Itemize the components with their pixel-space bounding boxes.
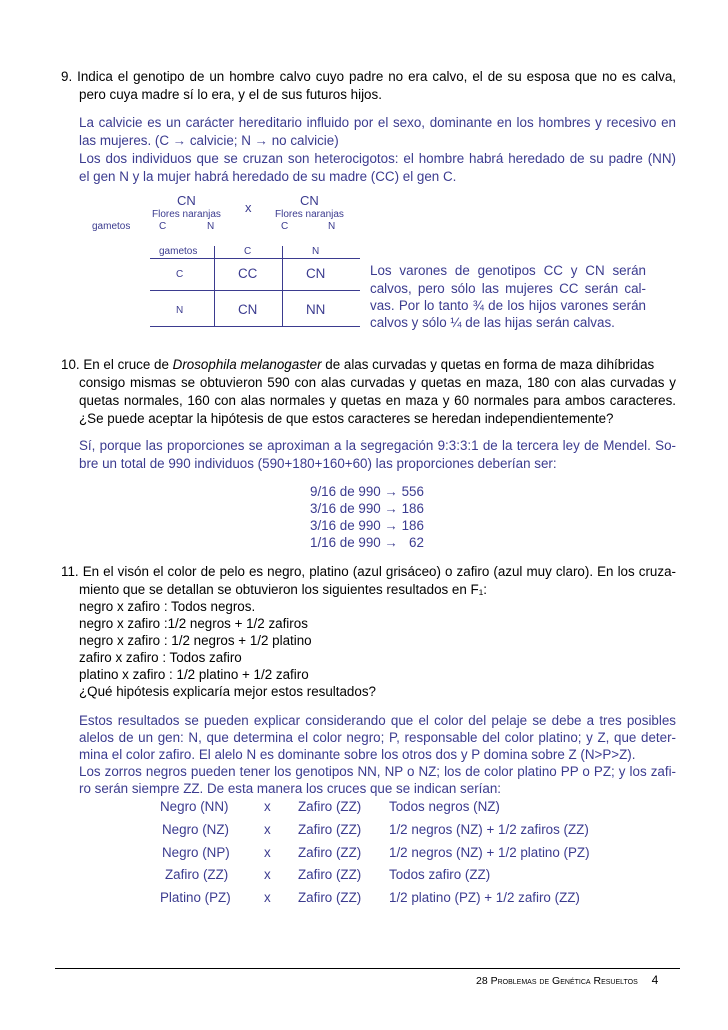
cross-parent-b: Zafiro (ZZ) (298, 867, 362, 882)
cross-symbol: x (264, 822, 271, 837)
cross-parent-a: Platino (PZ) (160, 890, 231, 905)
cross-parent-b: Zafiro (ZZ) (298, 890, 362, 905)
q11-line-6: zafiro x zafiro : Todos zafiro (79, 650, 242, 665)
q10-line-2: consigo mismas se obtuvieron 590 con alas curvadas y quetas en maza, 180 con alas curvadas y (79, 375, 676, 390)
side-note-line-4: calvos y sólo ¼ de las hijas serán calvas. (370, 315, 615, 330)
q9-answer-line-3: Los dos individuos que se cruzan son heterocigotos: el hombre habrá heredado de su padre (NN) (79, 151, 676, 166)
cross-parent-a: Negro (NZ) (162, 822, 229, 837)
q10-line-3: quetas normales, 160 con alas normales y quetas en maza y 60 normales para ambos caracteres. (79, 393, 676, 408)
cross-symbol: x (264, 845, 271, 860)
q11-line-2: miento que se detallan se obtuvieron los siguientes resultados en F₁: (79, 582, 487, 597)
cross-symbol: x (245, 200, 252, 215)
cross-result: 1/2 negros (NZ) + 1/2 zafiros (ZZ) (389, 822, 589, 837)
cross-symbol: x (264, 867, 271, 882)
punnett-row-head: N (176, 305, 184, 316)
cross-parent-a: Negro (NN) (160, 799, 229, 814)
footer (476, 973, 658, 987)
punnett-row-head: C (176, 269, 184, 280)
footer-rule (55, 968, 680, 969)
q11-line-8: ¿Qué hipótesis explicaría mejor estos resultados? (79, 684, 376, 699)
q10-line-1: 10. En el cruce de Drosophila melanogaster de alas curvadas y quetas en forma de maza dihíbridas (61, 357, 655, 372)
q9-answer-line-1: La calvicie es un carácter hereditario influido por el sexo, dominante en los hombres y recesivo en (79, 115, 676, 130)
right-genotype: CN (300, 193, 319, 208)
side-note-line-2: calvos, pero sólo las mujeres CC serán cal- (370, 281, 646, 296)
cross-symbol: x (264, 890, 271, 905)
q11-line-3: negro x zafiro : Todos negros. (79, 599, 256, 614)
punnett-corner: gametos (159, 246, 198, 257)
punnett-col-head: N (312, 246, 320, 257)
q11-line-1: 11. En el visón el color de pelo es negro, platino (azul grisáceo) o zafiro (azul muy claro). En los cruza- (61, 564, 676, 579)
punnett-cell: CN (306, 266, 326, 281)
q11-answer-line-2: alelos de un gen: N, que determina el color negro; P, responsable del color platino; y Z, que deter- (79, 730, 676, 745)
left-phenotype: Flores naranjas (152, 209, 221, 220)
punnett-cell: NN (306, 302, 326, 317)
q11-answer-line-3: mina el color zafiro. El alelo N es dominante sobre los otros dos y P domina sobre Z (N>P>Z). (79, 747, 636, 762)
punnett-cell: CN (238, 302, 258, 317)
q11-line-4: negro x zafiro :1/2 negros + 1/2 zafiros (79, 616, 308, 631)
calc-line: 1/16 de 990 → 62 (310, 535, 424, 550)
q10-answer-line-2: bre un total de 990 individuos (590+180+160+60) las proporciones deberían ser: (79, 456, 557, 471)
q11-answer-line-4: Los zorros negros pueden tener los genotipos NN, NP o NZ; los de color platino PP o PZ; y los zafi- (79, 764, 676, 779)
punnett-cell: CC (238, 266, 258, 281)
q9-line-1: 9. Indica el genotipo de un hombre calvo cuyo padre no era calvo, el de su esposa que no es calva, (61, 69, 676, 84)
cross-result: Todos zafiro (ZZ) (389, 867, 491, 882)
cross-symbol: x (264, 799, 271, 814)
side-note-line-3: vas. Por lo tanto ¾ de los hijos varones serán (370, 298, 646, 313)
calc-line: 3/16 de 990 → 186 (310, 518, 424, 533)
left-genotype: CN (177, 193, 196, 208)
cross-parent-a: Negro (NP) (162, 845, 230, 860)
q11-line-7: platino x zafiro : 1/2 platino + 1/2 zafiro (79, 667, 309, 682)
punnett-col-head: C (244, 246, 252, 257)
right-gamete-2: N (328, 221, 336, 232)
gametes-label: gametos (92, 221, 131, 232)
calc-line: 3/16 de 990 → 186 (310, 501, 424, 516)
cross-result: Todos negros (NZ) (389, 799, 500, 814)
footer-title: 28 Problemas de Genética Resueltos (476, 975, 638, 987)
q11-answer-line-1: Estos resultados se pueden explicar considerando que el color del pelaje se debe a tres posibles (79, 713, 676, 728)
cross-parent-b: Zafiro (ZZ) (298, 845, 362, 860)
cross-result: 1/2 negros (NZ) + 1/2 platino (PZ) (389, 845, 590, 860)
right-gamete-1: C (281, 221, 289, 232)
cross-parent-b: Zafiro (ZZ) (298, 822, 362, 837)
cross-parent-a: Zafiro (ZZ) (165, 867, 229, 882)
page-number: 4 (651, 973, 659, 987)
q9-answer-line-4: el gen N y la mujer habrá heredado de su madre (CC) el gen C. (79, 169, 457, 184)
q9-line-2: pero cuya madre sí lo era, y el de sus futuros hijos. (79, 87, 382, 102)
q11-answer-line-5: ro serán siempre ZZ. De esta manera los cruces que se indican serían: (79, 781, 501, 796)
calc-line: 9/16 de 990 → 556 (310, 484, 424, 499)
q10-line-4: ¿Se puede aceptar la hipótesis de que estos caracteres se heredan independientemente? (79, 411, 614, 426)
side-note-line-1: Los varones de genotipos CC y CN serán (370, 263, 646, 278)
left-gamete-2: N (207, 221, 215, 232)
left-gamete-1: C (159, 221, 167, 232)
cross-parent-b: Zafiro (ZZ) (298, 799, 362, 814)
cross-result: 1/2 platino (PZ) + 1/2 zafiro (ZZ) (389, 890, 580, 905)
q11-line-5: negro x zafiro : 1/2 negros + 1/2 platino (79, 633, 312, 648)
q10-answer-line-1: Sí, porque las proporciones se aproximan a la segregación 9:3:3:1 de la tercera ley de Mendel. So- (79, 438, 676, 453)
right-phenotype: Flores naranjas (275, 209, 344, 220)
q9-answer-line-2: las mujeres. (C → calvicie; N → no calvicie) (79, 133, 339, 148)
